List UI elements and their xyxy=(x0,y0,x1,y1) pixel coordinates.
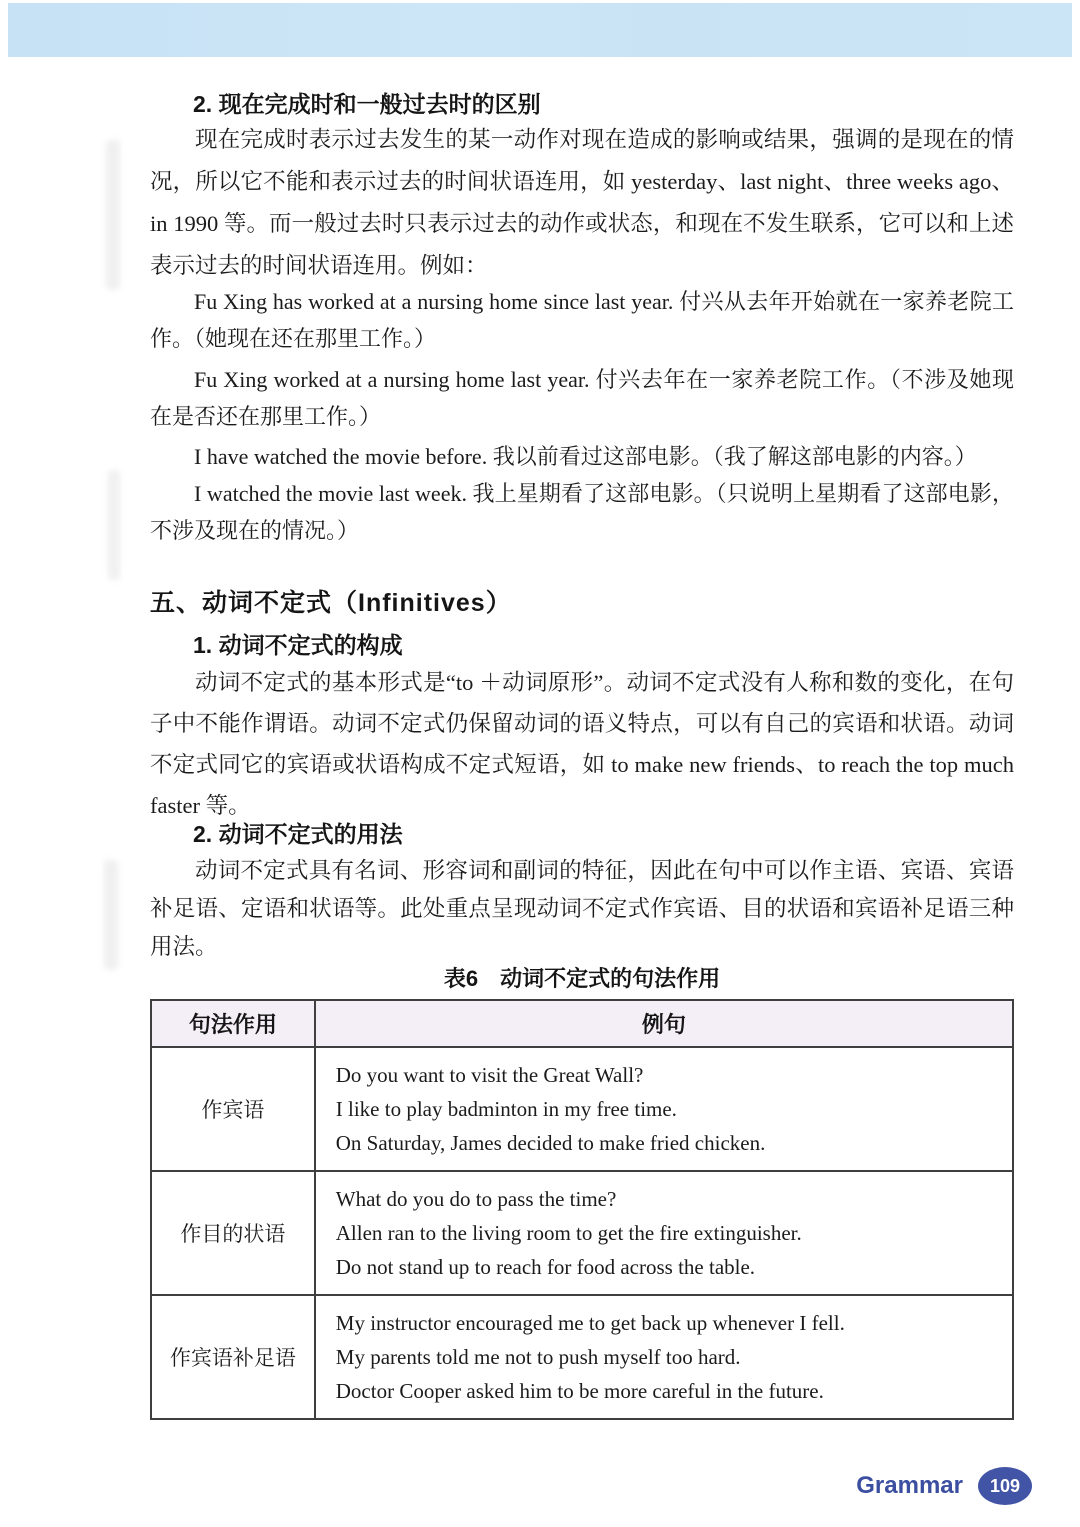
footer-section-label: Grammar xyxy=(856,1472,963,1499)
example-sentence: Do not stand up to reach for food across the table. xyxy=(335,1255,756,1279)
example-sentence: Fu Xing worked at a nursing home last year. 付兴去年在一家养老院工作。（不涉及她现在是否还在那里工作。） xyxy=(150,367,1014,429)
section2-paragraph: 现在完成时表示过去发生的某一动作对现在造成的影响或结果，强调的是现在的情况，所以它不能和表示过去的时间状语连用，如 yesterday、last night、three weeks ago、in 1990 等。而一般过去时只表示过去的动作或状态，和现在不发生联系，它可以和上述表示过去的时间状语连用。例如： xyxy=(150,127,1014,278)
section5-sub2-paragraph: 动词不定式具有名词、形容词和副词的特征，因此在句中可以作主语、宾语、宾语补足语、定语和状语等。此处重点呈现动词不定式作宾语、目的状语和宾语补足语三种用法。 xyxy=(150,858,1014,959)
table6-infinitive-functions xyxy=(150,999,1014,1420)
page-footer xyxy=(856,1467,1032,1505)
table-cell-role: 作目的状语 xyxy=(151,1171,315,1295)
table-header-examples: 例句 xyxy=(315,1000,1013,1047)
example-sentence: Allen ran to the living room to get the fire extinguisher. xyxy=(335,1221,802,1245)
example-sentence: Fu Xing has worked at a nursing home since last year. 付兴从去年开始就在一家养老院工作。（她现在还在那里工作。） xyxy=(150,289,1014,351)
example-sentence: On Saturday, James decided to make fried chicken. xyxy=(335,1131,766,1155)
table6-caption: 表6 动词不定式的句法作用 xyxy=(443,966,721,991)
table-cell-examples xyxy=(315,1171,1013,1295)
section2-heading: 2. 现在完成时和一般过去时的区别 xyxy=(193,91,541,117)
section5-sub2-heading: 2. 动词不定式的用法 xyxy=(193,821,403,847)
table-header-role: 句法作用 xyxy=(151,1000,315,1047)
page-top-color-band xyxy=(8,3,1072,57)
table-row xyxy=(151,1171,1013,1295)
table-cell-role: 作宾语补足语 xyxy=(151,1295,315,1419)
print-bleed-artifact xyxy=(104,860,118,970)
example-sentence: My parents told me not to push myself too hard. xyxy=(335,1345,741,1369)
table-header-row xyxy=(151,1000,1013,1047)
section5-sub1-paragraph: 动词不定式的基本形式是“to ＋动词原形”。动词不定式没有人称和数的变化，在句子中不能作谓语。动词不定式仍保留动词的语义特点，可以有自己的宾语和状语。动词不定式同它的宾语或状语构成不定式短语，如 to make new friends、to reach the top much faster 等。 xyxy=(150,670,1014,818)
section5-sub1-heading: 1. 动词不定式的构成 xyxy=(193,632,403,658)
table-row xyxy=(151,1295,1013,1419)
section5-heading: 五、动词不定式（Infinitives） xyxy=(150,589,512,617)
print-bleed-artifact xyxy=(108,470,120,580)
table-row xyxy=(151,1047,1013,1171)
example-sentence: I watched the movie last week. 我上星期看了这部电影。（只说明上星期看了这部电影，不涉及现在的情况。） xyxy=(150,481,1014,543)
example-sentence: I have watched the movie before. 我以前看过这部电影。（我了解这部电影的内容。） xyxy=(194,444,977,469)
example-sentence: I like to play badminton in my free time. xyxy=(335,1097,677,1121)
example-sentence: What do you do to pass the time? xyxy=(335,1187,617,1211)
table-cell-examples xyxy=(315,1047,1013,1171)
example-sentence: Doctor Cooper asked him to be more careful in the future. xyxy=(335,1379,824,1403)
table-cell-role: 作宾语 xyxy=(151,1047,315,1171)
example-sentence: Do you want to visit the Great Wall? xyxy=(335,1063,644,1087)
example-sentence: My instructor encouraged me to get back up whenever I fell. xyxy=(335,1311,845,1335)
page-number-badge: 109 xyxy=(978,1467,1032,1505)
table-cell-examples xyxy=(315,1295,1013,1419)
print-bleed-artifact xyxy=(106,140,120,290)
